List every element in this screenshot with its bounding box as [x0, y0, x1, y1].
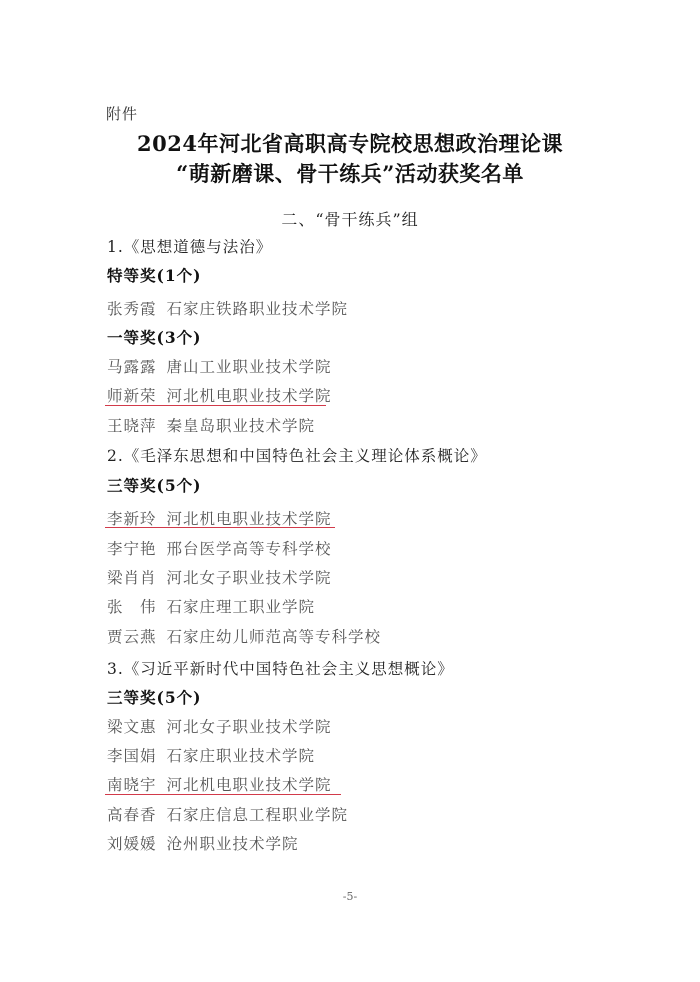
winner-school: 石家庄信息工程职业学院	[166, 806, 349, 824]
award-label-first: 一等奖(3个)	[107, 328, 202, 347]
winner-school: 石家庄幼儿师范高等专科学校	[166, 628, 382, 646]
winner-school: 河北女子职业技术学院	[166, 718, 332, 736]
winner-school: 秦皇岛职业技术学院	[166, 417, 316, 435]
document-title-line-2: “萌新磨课、骨干练兵”活动获奖名单	[176, 161, 524, 186]
award-label-special: 特等奖(1个)	[107, 266, 202, 285]
winner-school: 石家庄职业技术学院	[166, 747, 316, 765]
highlight-underline	[105, 405, 326, 406]
winner-school: 沧州职业技术学院	[166, 835, 299, 853]
winner-school: 石家庄铁路职业技术学院	[166, 300, 349, 318]
list-item	[107, 803, 348, 825]
winner-name: 南晓宇	[107, 776, 157, 794]
highlight-underline	[105, 527, 335, 528]
list-item	[107, 566, 332, 588]
winner-name: 李国娟	[107, 747, 157, 765]
list-item	[107, 744, 315, 766]
page-number: -5-	[342, 890, 358, 903]
winner-school: 河北机电职业技术学院	[166, 387, 332, 405]
highlight-underline	[105, 794, 341, 795]
list-item	[107, 414, 315, 436]
winner-school: 河北机电职业技术学院	[166, 510, 332, 528]
award-label-third: 三等奖(5个)	[107, 688, 202, 707]
course-heading-3: 3.《习近平新时代中国特色社会主义思想概论》	[107, 660, 454, 678]
winner-name: 刘媛媛	[107, 835, 157, 853]
list-item	[107, 384, 332, 406]
list-item	[107, 355, 332, 377]
course-heading-1: 1.《思想道德与法治》	[107, 238, 273, 256]
list-item	[107, 832, 299, 854]
winner-name: 张秀霞	[107, 300, 157, 318]
winner-school: 石家庄理工职业学院	[166, 598, 316, 616]
winner-school: 河北机电职业技术学院	[166, 776, 332, 794]
list-item	[107, 773, 332, 795]
winner-school: 河北女子职业技术学院	[166, 569, 332, 587]
list-item	[107, 507, 332, 529]
winner-name: 张 伟	[107, 598, 157, 616]
winner-name: 王晓萍	[107, 417, 157, 435]
winner-name: 李宁艳	[107, 540, 157, 558]
list-item	[107, 625, 381, 647]
list-item	[107, 715, 332, 737]
list-item	[107, 537, 332, 559]
winner-name: 梁文惠	[107, 718, 157, 736]
course-heading-2: 2.《毛泽东思想和中国特色社会主义理论体系概论》	[107, 447, 487, 465]
list-item	[107, 595, 315, 617]
award-label-third: 三等奖(5个)	[107, 476, 202, 495]
winner-school: 邢台医学高等专科学校	[166, 540, 332, 558]
winner-school: 唐山工业职业技术学院	[166, 358, 332, 376]
winner-name: 梁肖肖	[107, 569, 157, 587]
attachment-label: 附件	[106, 105, 139, 123]
winner-name: 高春香	[107, 806, 157, 824]
group-heading: 二、“骨干练兵”组	[281, 210, 419, 229]
document-title-line-1: 2024年河北省高职高专院校思想政治理论课	[137, 131, 563, 156]
winner-name: 师新荣	[107, 387, 157, 405]
winner-name: 贾云燕	[107, 628, 157, 646]
list-item	[107, 297, 348, 319]
winner-name: 李新玲	[107, 510, 157, 528]
winner-name: 马露露	[107, 358, 157, 376]
